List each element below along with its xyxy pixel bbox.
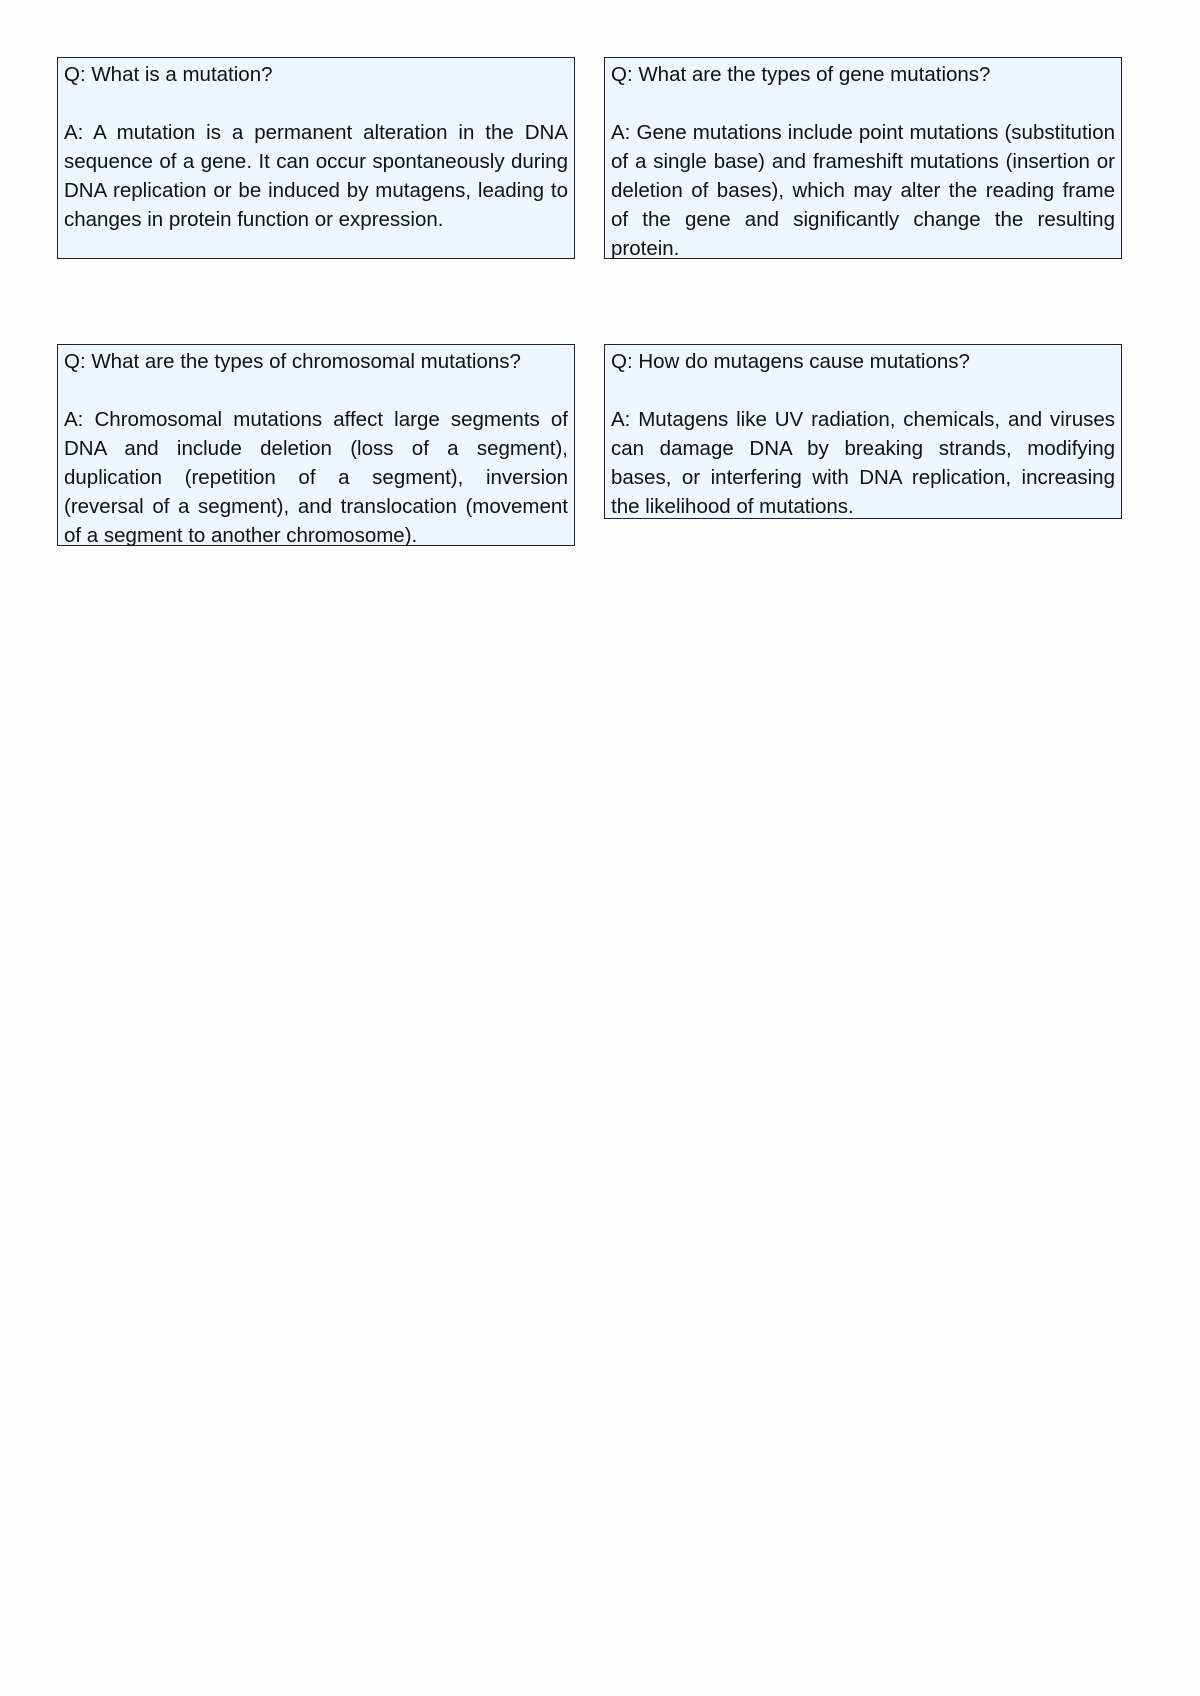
flashcard-answer: A: Chromosomal mutations affect large segments of DNA and include deletion (loss of a segment), duplication (repetition of a segment), inversion (reversal of a segment), and translocation (movement of a segment to another chromosome). [64,408,568,547]
flashcard-answer: A: Gene mutations include point mutations (substitution of a single base) and frameshift mutations (insertion or deletion of bases), which may alter the reading frame of the gene and significantly change the resulting protein. [611,121,1115,260]
flashcard-answer: A: Mutagens like UV radiation, chemicals, and viruses can damage DNA by breaking strands, modifying bases, or interfering with DNA replication, increasing the likelihood of mutations. [611,408,1115,518]
flashcard-question: Q: What are the types of chromosomal mutations? [64,350,521,373]
flashcard [604,344,1122,519]
flashcard [57,57,575,259]
flashcard [57,344,575,546]
flashcard-spacer [64,376,568,405]
flashcard-spacer [611,376,1115,405]
flashcard-spacer [611,89,1115,118]
flashcard-spacer [64,89,568,118]
flashcard-question: Q: What is a mutation? [64,63,273,86]
flashcard [604,57,1122,259]
flashcard-question: Q: How do mutagens cause mutations? [611,350,970,373]
flashcard-question: Q: What are the types of gene mutations? [611,63,991,86]
flashcard-answer: A: A mutation is a permanent alteration in the DNA sequence of a gene. It can occur spontaneously during DNA replication or be induced by mutagens, leading to changes in protein function or expression. [64,121,568,231]
